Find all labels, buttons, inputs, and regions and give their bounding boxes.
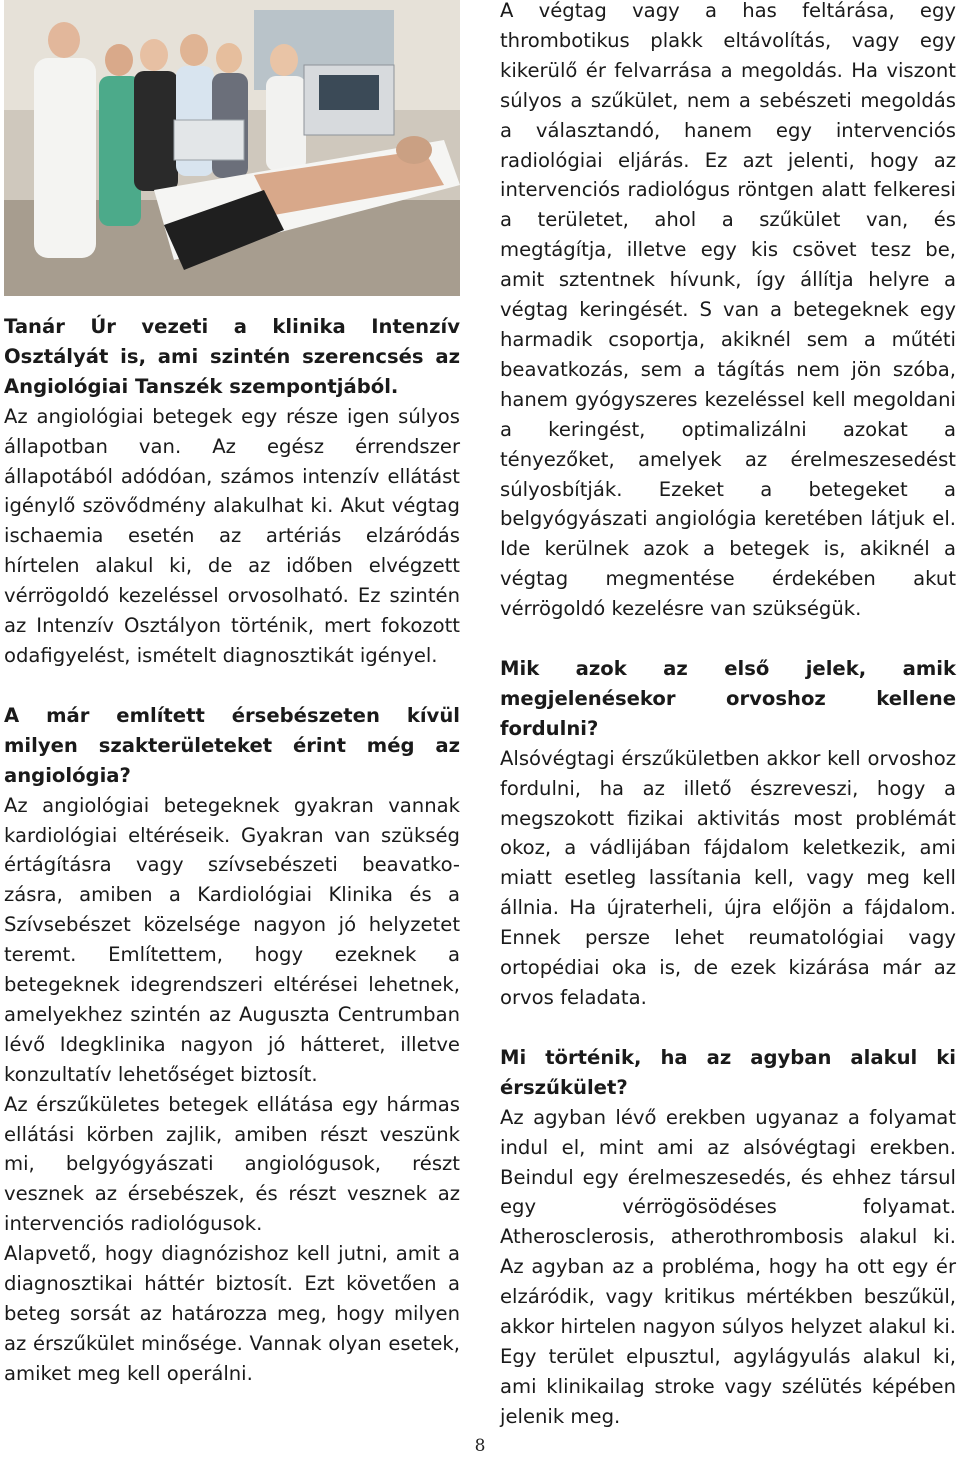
answer-paragraph: Az érszűkületes betegek ellátása egy hármas ellátási körben zajlik, amiben részt veszünk mi, belgyógyászati angiológusok, részt vesznek az érsebészek, és részt vesznek az intervenciós radiológusok.	[4, 1092, 460, 1236]
clinic-scene-illustration	[4, 0, 460, 296]
left-column	[4, 312, 460, 1389]
interview-question: Mik azok az első jelek, amik megjelenésekor orvoshoz kellene fordulni?	[500, 657, 956, 740]
interview-question: Mi történik, ha az agyban alakul ki érszűkület?	[500, 1045, 956, 1099]
intro-statement: Tanár Úr vezeti a klinika Intenzív Osztályát is, ami szintén szerencsés az Angiológiai Tanszék szempontjából.	[4, 315, 460, 398]
answer-paragraph: Az agyban lévő erekben ugyanaz a folyamat indul el, mint ami az alsóvégtagi erekben. Beindul egy érelmeszesedés, és ehhez társul egy vérrögösödéses folyamat. Atherosclerosis, atherothrombosis alakul ki. Az agyban az a probléma, hogy ha ott egy ér elzáródik, vagy kritikus mértékben beszűkül, akkor hirtelen nagyon súlyos helyzet alakul ki. Egy terület elpusztul, agylágyulás alakul ki, ami klinikailag stroke vagy szélütés képében jelenik meg.	[500, 1105, 956, 1428]
answer-paragraph: Alapvető, hogy diagnózishoz kell jutni, amit a diagnosztikai háttér biztosít. Ezt követően a beteg sorsát az határozza meg, hogy milyen az érszűkület minősége. Vannak olyan esetek, amiket meg kell operálni.	[4, 1242, 460, 1385]
interview-question: A már említett érsebészeten kívül milyen szakterületeket érint még az angiológia?	[4, 703, 460, 787]
answer-paragraph: Az angiológiai betegeknek gyakran vannak kardiológiai eltéréseik. Gyakran van szükség értágításra vagy szívsebészeti beavatko-zásra, amiben a Kardiológiai Klinika és a Szívsebészet közelsége nagyon jó helyzetet teremt. Említettem, hogy ezeknek a betegeknek idegrendszeri eltérései lehetnek, amelyekhez szintén az Auguszta Centrumban lévő Idegklinika nagyon jó hátteret, illetve konzultatív lehetőséget biztosít.	[4, 793, 460, 1086]
right-column	[500, 0, 956, 1432]
answer-paragraph: Az angiológiai betegek egy része igen súlyos állapotban van. Az egész érrendszer állapotából adódóan, számos intenzív ellátást igénylő szövődmény alakulhat ki. Akut végtag ischaemia esetén az artériás elzáródás hírtelen alakul ki, de az időben elvégzett vérrögoldó kezeléssel orvosolható. Ez szintén az Intenzív Osztályon történik, mert fokozott odafigyelést, ismételt diagnosztikát igényel.	[4, 404, 460, 667]
page-number: 8	[474, 1436, 486, 1456]
answer-paragraph: A végtag vagy a has feltárása, egy thrombotikus plakk eltávolítás, vagy egy kikerülő ér felvarrása a megoldás. Ha viszont súlyos a szűkület, nem a sebészeti megoldás a választandó, hanem egy intervenciós radiológiai eljárás. Ez azt jelenti, hogy az intervenciós radiológus röntgen alatt felkeresi a területet, ahol a szűkület van, és megtágítja, illetve egy kis csövet tesz be, amit sztentnek hívunk, így állítja helyre a végtag keringését. S van a betegeknek egy harmadik csoportja, akiknél sem a műtéti beavatkozás, sem a tágítás nem jön szóba, hanem gyógyszeres kezeléssel kell megoldani a keringést, optimalizálni azokat a tényezőket, amelyek az érelmeszesedést súlyosbítják. Ezeket a betegeket a belgyógyászati angiológia keretében látjuk el. Ide kerülnek azok a betegek is, akiknél a végtag megmentése érdekében akut vérrögoldó kezelésre van szükségük.	[500, 0, 956, 621]
article-photo	[4, 0, 460, 296]
answer-paragraph: Alsóvégtagi érszűkületben akkor kell orvoshoz fordulni, ha az illető észreveszi, hogy a megszokott fizikai aktivitás most problémát okoz, a vádlijában fájdalom keletkezik, ami miatt esetleg lassítania kell, vagy meg kell állnia. Ha újraterheli, újra előjön a fájdalom. Ennek persze lehet reumatológiai vagy ortopédiai oka is, de ezek kizárása már az orvos feladata.	[500, 746, 956, 1009]
